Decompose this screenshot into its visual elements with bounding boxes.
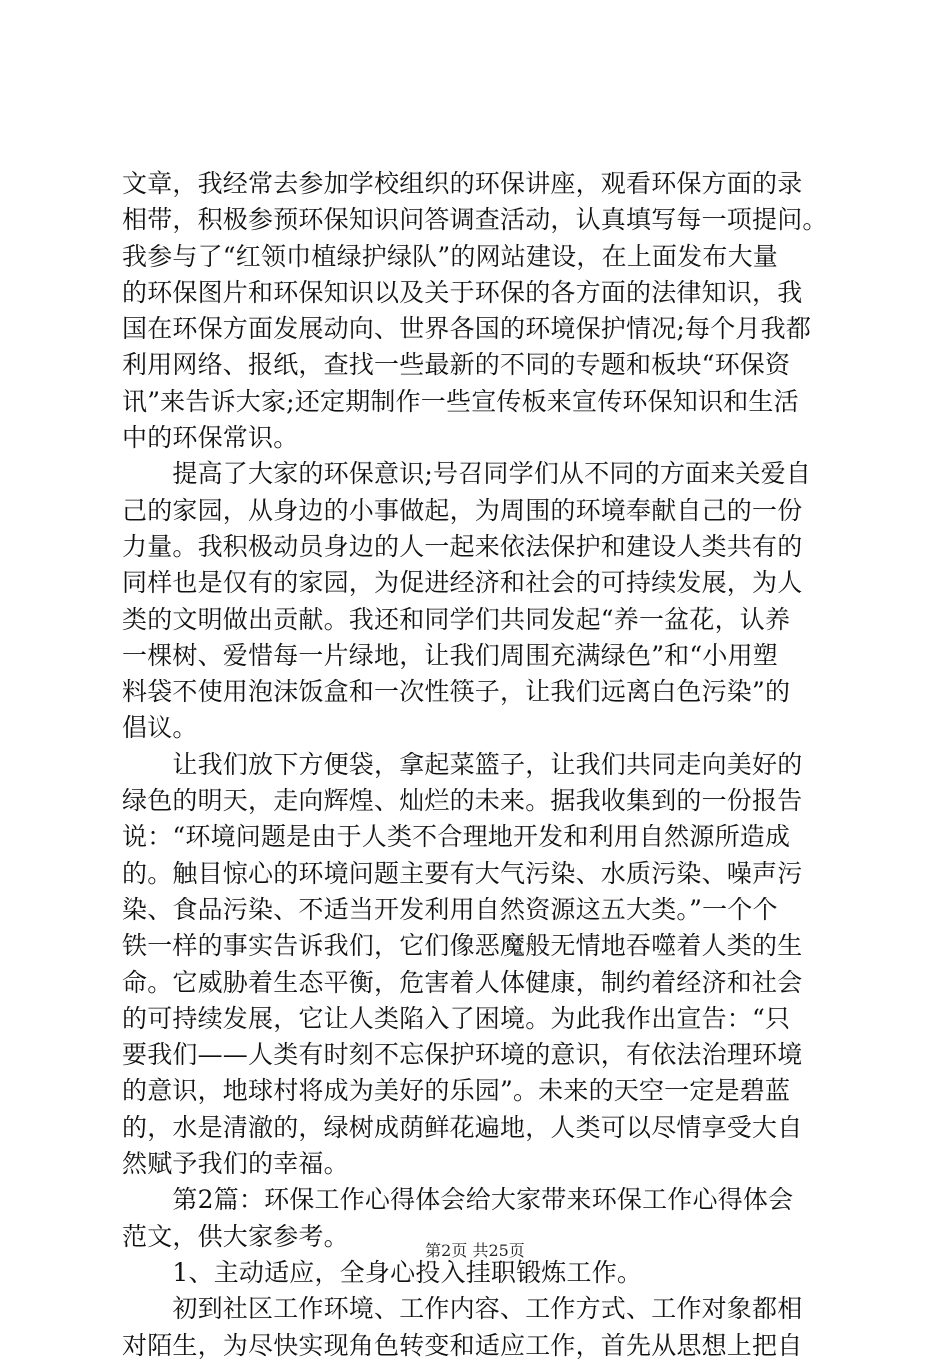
text-line: 中的环保常识。 (122, 423, 299, 453)
text-line: 命。它威胁着生态平衡，危害着人体健康，制约着经济和社会 (122, 967, 803, 997)
text-line: 相带，积极参预环保知识问答调查活动，认真填写每一项提问。 (122, 205, 828, 235)
text-line: 文章，我经常去参加学校组织的环保讲座，观看环保方面的录 (122, 169, 803, 198)
text-line: 然赋予我们的幸福。 (122, 1149, 349, 1179)
text-line: 的，水是清澈的，绿树成荫鲜花遍地，人类可以尽情享受大自 (122, 1112, 803, 1142)
text-line: 利用网络、报纸，查找一些最新的不同的专题和板块“环保资 (122, 350, 791, 380)
text-line: 铁一样的事实告诉我们，它们像恶魔般无情地吞噬着人类的生 (122, 931, 803, 961)
document-body (122, 166, 832, 1364)
text-line: 国在环保方面发展动向、世界各国的环境保护情况;每个月我都 (122, 314, 812, 344)
text-line: 绿色的明天，走向辉煌、灿烂的未来。据我收集到的一份报告 (122, 786, 803, 816)
text-line: 染、食品污染、不适当开发利用自然资源这五大类。”一个个 (122, 894, 778, 924)
text-line: 说：“环境问题是由于人类不合理地开发和利用自然源所造成 (122, 822, 791, 852)
text-line: 一棵树、爱惜每一片绿地，让我们周围充满绿色”和“小用塑 (122, 640, 778, 670)
text-line: 我参与了“红领巾植绿护绿队”的网站建设，在上面发布大量 (122, 241, 778, 271)
text-line: 1、主动适应，全身心投入挂职锻炼工作。 (122, 1257, 643, 1287)
text-line: 第2篇：环保工作心得体会给大家带来环保工作心得体会 (122, 1185, 794, 1215)
page-number-footer: 第2页 共25页 (425, 1241, 525, 1260)
text-line: 的可持续发展，它让人类陷入了困境。为此我作出宣告：“只 (122, 1003, 791, 1033)
text-line: 己的家园，从身边的小事做起，为周围的环境奉献自己的一份 (122, 495, 803, 525)
text-line: 提高了大家的环保意识;号召同学们从不同的方面来关爱自 (122, 459, 812, 489)
text-line: 的环保图片和环保知识以及关于环保的各方面的法律知识，我 (122, 277, 803, 307)
text-line: 力量。我积极动员身边的人一起来依法保护和建设人类共有的 (122, 531, 803, 561)
text-line: 的。触目惊心的环境问题主要有大气污染、水质污染、噪声污 (122, 858, 803, 888)
text-line: 倡议。 (122, 713, 198, 743)
text-line: 同样也是仅有的家园，为促进经济和社会的可持续发展，为人 (122, 568, 803, 598)
text-line: 的意识，地球村将成为美好的乐园”。未来的天空一定是碧蓝 (122, 1076, 791, 1106)
text-line: 范文，供大家参考。 (122, 1221, 349, 1251)
text-line: 让我们放下方便袋，拿起菜篮子，让我们共同走向美好的 (122, 749, 803, 779)
text-line: 类的文明做出贡献。我还和同学们共同发起“养一盆花，认养 (122, 604, 791, 634)
text-line: 对陌生，为尽快实现角色转变和适应工作，首先从思想上把自 (122, 1330, 803, 1360)
text-line: 料袋不使用泡沫饭盒和一次性筷子，让我们远离白色污染”的 (122, 677, 791, 707)
text-line: 要我们——人类有时刻不忘保护环境的意识，有依法治理环境 (122, 1040, 803, 1070)
text-line: 初到社区工作环境、工作内容、工作方式、工作对象都相 (122, 1294, 803, 1324)
text-line: 讯”来告诉大家;还定期制作一些宣传板来宣传环保知识和生活 (122, 386, 799, 416)
